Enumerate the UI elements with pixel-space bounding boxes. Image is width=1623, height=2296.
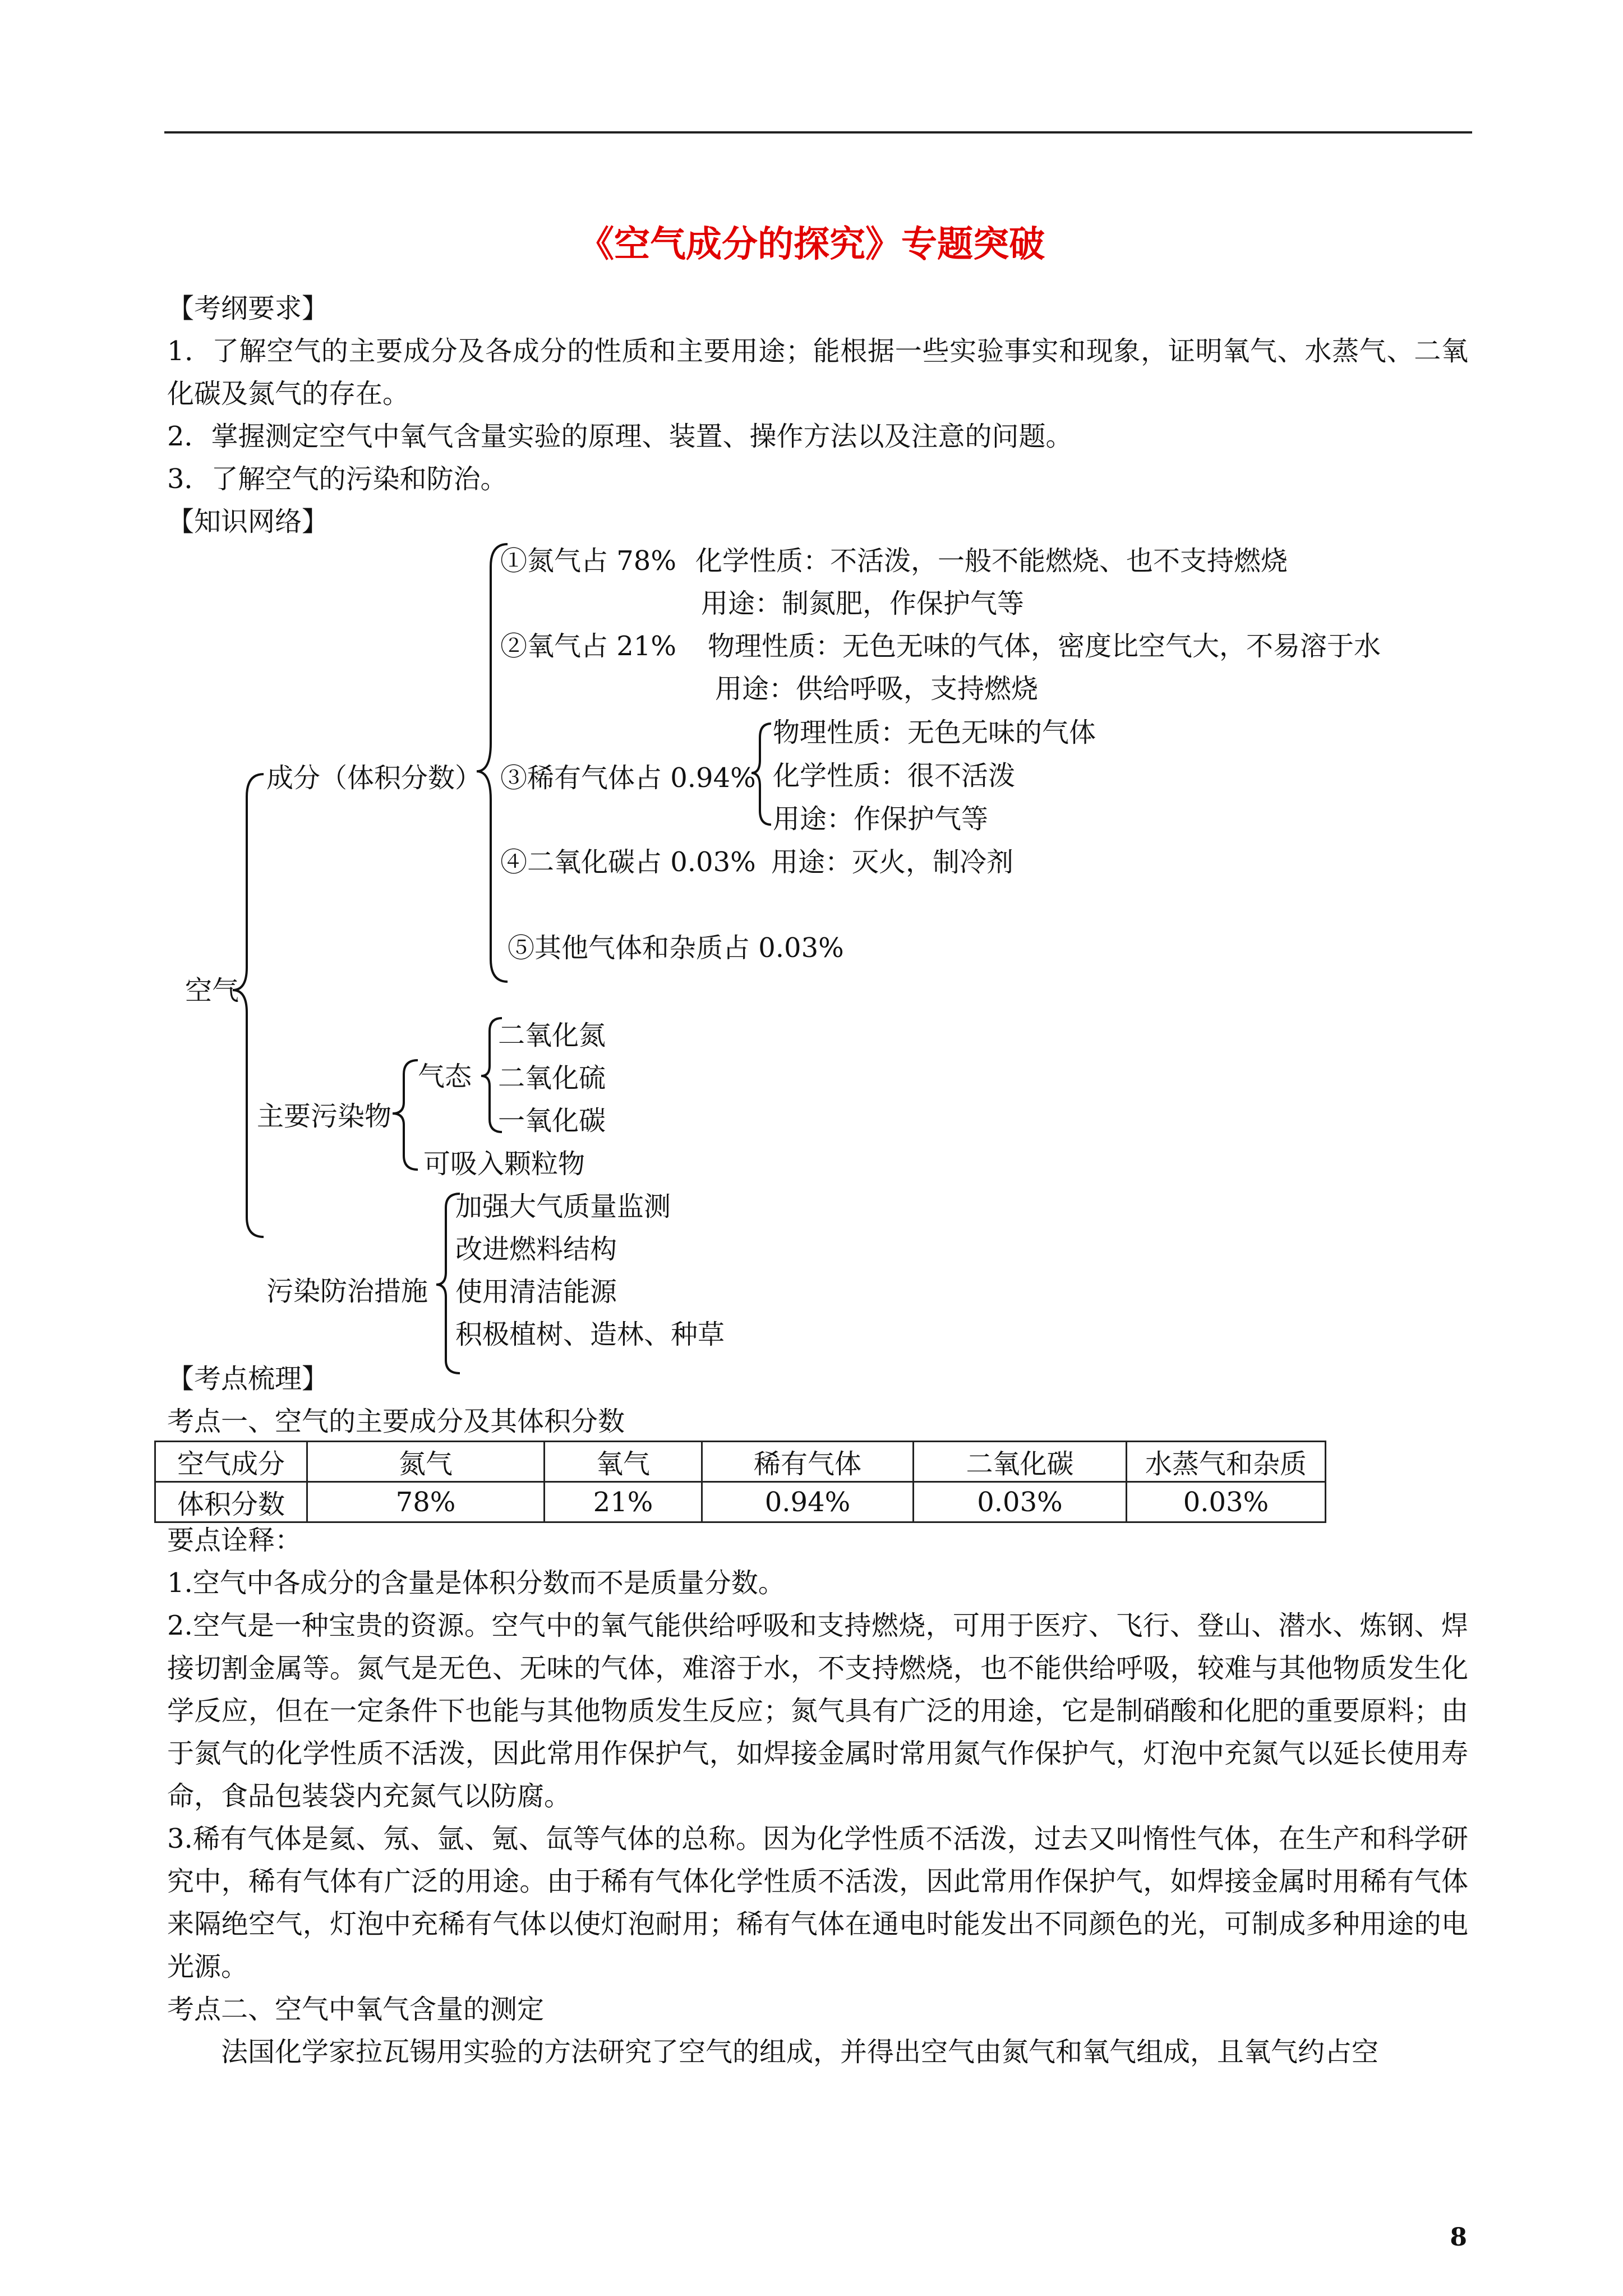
table-header-cell: 氮气 (307, 1442, 545, 1482)
n2-chem: 化学性质：不活泼，一般不能燃烧、也不支持燃烧 (695, 545, 1288, 577)
pollutant-gas-2: 二氧化硫 (498, 1062, 606, 1094)
point2-text: 法国化学家拉瓦锡用实验的方法研究了空气的组成，并得出空气由氮气和氧气组成，且氧气约占空 (221, 2036, 1379, 2068)
table-cell: 78% (307, 1482, 545, 1522)
table-header-cell: 空气成分 (155, 1442, 307, 1482)
note-1: 1.空气中各成分的含量是体积分数而不是质量分数。 (167, 1567, 785, 1599)
table-header-cell: 氧气 (545, 1442, 702, 1482)
syllabus-item-3: 3．了解空气的污染和防治。 (167, 463, 508, 495)
composition-table (154, 1441, 1326, 1523)
table-header-cell: 二氧化碳 (914, 1442, 1127, 1482)
pollutant-gas-1: 二氧化氮 (498, 1020, 606, 1051)
network-heading: 【知识网络】 (167, 506, 329, 537)
syllabus-heading: 【考纲要求】 (167, 293, 329, 324)
table-cell: 体积分数 (155, 1482, 307, 1522)
page-title: 《空气成分的探究》专题突破 (578, 224, 1045, 265)
o2-use: 用途：供给呼吸，支持燃烧 (715, 673, 1039, 705)
pollutant-particles: 可吸入颗粒物 (423, 1148, 585, 1180)
syllabus-item-1: 1．了解空气的主要成分及各成分的性质和主要用途；能根据一些实验事实和现象，证明氧气、水蒸气、二氧化碳及氮气的存在。 (167, 335, 1468, 409)
o2-name: ②氧气占 21% (500, 631, 676, 662)
table-cell: 0.94% (702, 1482, 914, 1522)
pollutants-label: 主要污染物 (257, 1101, 392, 1132)
table-cell: 21% (545, 1482, 702, 1522)
n2-name: ①氮气占 78% (500, 545, 676, 577)
gas-label: 气态 (418, 1061, 472, 1092)
note-2: 2.空气是一种宝贵的资源。空气中的氧气能供给呼吸和支持燃烧，可用于医疗、飞行、登山、潜水、炼钢、焊接切割金属等。氮气是无色、无味的气体，难溶于水，不支持燃烧，也不能供给呼吸，较难与其他物质发生化学反应，但在一定条件下也能与其他物质发生反应；氮气具有广泛的用途，它是制硝酸和化肥的重要原料；由于氮气的化学性质不活泼，因此常用作保护气，如焊接金属时常用氮气作保护气，灯泡中充氮气以延长使用寿命，食品包装袋内充氮气以防腐。 (167, 1610, 1468, 1812)
other-name: ⑤其他气体和杂质占 0.03% (508, 932, 844, 964)
measure-item-3: 使用清洁能源 (455, 1276, 617, 1308)
rare-use: 用途：作保护气等 (773, 803, 989, 835)
notes-title: 要点诠释： (167, 1525, 302, 1556)
rare-phys: 物理性质：无色无味的气体 (773, 717, 1096, 748)
co2-name: ④二氧化碳占 0.03% (500, 846, 756, 878)
table-header-cell: 稀有气体 (702, 1442, 914, 1482)
table-row (155, 1482, 1326, 1522)
n2-use: 用途：制氮肥，作保护气等 (701, 588, 1025, 619)
table-header-cell: 水蒸气和杂质 (1127, 1442, 1326, 1482)
table-cell: 0.03% (1127, 1482, 1326, 1522)
table-header-row (155, 1442, 1326, 1482)
co2-use: 用途：灭火，制冷剂 (771, 846, 1014, 878)
syllabus-item-2: 2．掌握测定空气中氧气含量实验的原理、装置、操作方法以及注意的问题。 (167, 421, 1073, 452)
rare-chem: 化学性质：很不活泼 (773, 760, 1016, 792)
measures-label: 污染防治措施 (266, 1276, 428, 1307)
measure-item-1: 加强大气质量监测 (455, 1191, 671, 1222)
o2-phys: 物理性质：无色无味的气体，密度比空气大，不易溶于水 (708, 631, 1381, 662)
composition-label: 成分（体积分数） (266, 762, 482, 794)
page-number: 8 (1450, 2223, 1467, 2252)
bracket-pollutants (393, 1060, 418, 1170)
network-root-air: 空气 (185, 975, 239, 1006)
pollutant-gas-3: 一氧化碳 (498, 1105, 606, 1137)
measure-item-2: 改进燃料结构 (455, 1234, 617, 1265)
point1-title: 考点一、空气的主要成分及其体积分数 (167, 1406, 625, 1437)
table-cell: 0.03% (914, 1482, 1127, 1522)
rare-name: ③稀有气体占 0.94% (500, 762, 756, 794)
points-heading: 【考点梳理】 (167, 1363, 329, 1395)
measure-item-4: 积极植树、造林、种草 (455, 1319, 725, 1350)
note-3: 3.稀有气体是氦、氖、氩、氪、氙等气体的总称。因为化学性质不活泼，过去又叫惰性气体，在生产和科学研究中，稀有气体有广泛的用途。由于稀有气体化学性质不活泼，因此常用作保护气，如焊接金属时用稀有气体来隔绝空气，灯泡中充稀有气体以使灯泡耐用；稀有气体在通电时能发出不同颜色的光，可制成多种用途的电光源。 (167, 1823, 1468, 1982)
point2-title: 考点二、空气中氧气含量的测定 (167, 1994, 545, 2025)
